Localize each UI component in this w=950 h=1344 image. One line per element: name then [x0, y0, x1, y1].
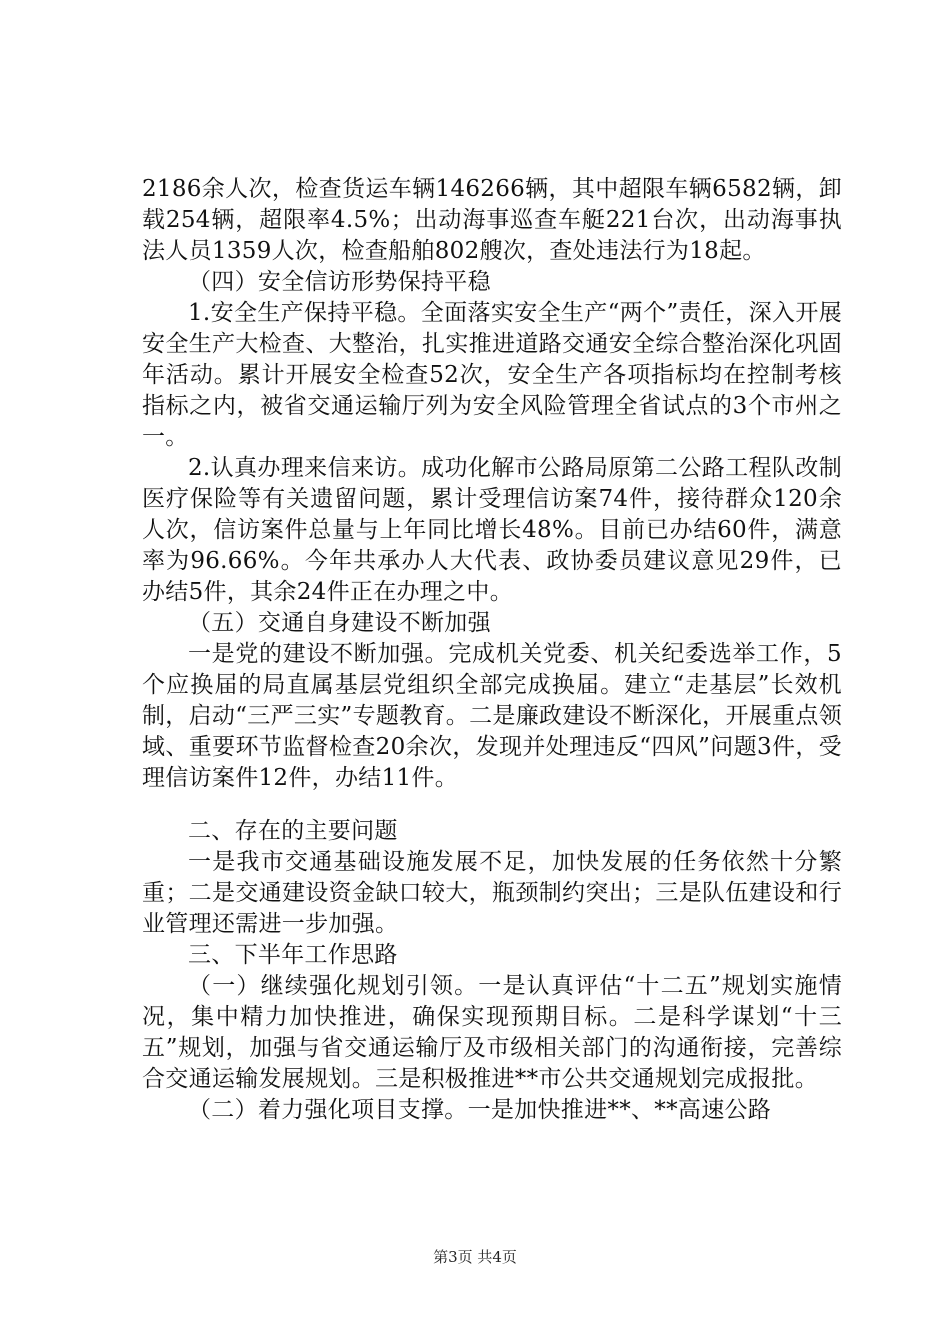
- paragraph-projects: （二）着力强化项目支撑。一是加快推进**、**高速公路: [188, 1097, 772, 1123]
- section-heading-problems: 二、存在的主要问题: [188, 818, 398, 844]
- paragraph-continuation: 2186余人次，检查货运车辆146266辆，其中超限车辆6582辆，卸载254辆，超限率4.5%；出动海事巡查车艇221台次，出动海事执法人员1359人次，检查船舶802艘次，查处违法行为18起。: [142, 176, 842, 264]
- section-heading-next-half: 三、下半年工作思路: [188, 942, 398, 968]
- paragraph-safety-production: 1.安全生产保持平稳。全面落实安全生产“两个”责任，深入开展安全生产大检查、大整治，扎实推进道路交通安全综合整治深化巩固年活动。累计开展安全检查52次，安全生产各项指标均在控制考核指标之内，被省交通运输厅列为安全风险管理全省试点的3个市州之一。: [142, 300, 842, 450]
- paragraph-party-building: 一是党的建设不断加强。完成机关党委、机关纪委选举工作，5个应换届的局直属基层党组织全部完成换届。建立“走基层”长效机制，启动“三严三实”专题教育。二是廉政建设不断深化，开展重点领域、重要环节监督检查20余次，发现并处理违反“四风”问题3件，受理信访案件12件，办结11件。: [142, 641, 842, 791]
- paragraph-planning: （一）继续强化规划引领。一是认真评估“十二五”规划实施情况，集中精力加快推进，确保实现预期目标。二是科学谋划“十三五”规划，加强与省交通运输厅及市级相关部门的沟通衔接，完善综合交通运输发展规划。三是积极推进**市公共交通规划完成报批。: [142, 973, 842, 1092]
- section-heading-five: （五）交通自身建设不断加强: [188, 610, 491, 636]
- section-heading-four: （四）安全信访形势保持平稳: [188, 269, 491, 295]
- page-number-footer: 第3页 共4页: [433, 1248, 517, 1266]
- document-body: [142, 174, 842, 1126]
- paragraph-spacer: [142, 794, 842, 816]
- paragraph-petitions: 2.认真办理来信来访。成功化解市公路局原第二公路工程队改制医疗保险等有关遗留问题，累计受理信访案74件，接待群众120余人次，信访案件总量与上年同比增长48%。目前已办结60件，满意率为96.66%。今年共承办人大代表、政协委员建议意见29件，已办结5件，其余24件正在办理之中。: [142, 455, 842, 605]
- paragraph-problems: 一是我市交通基础设施发展不足，加快发展的任务依然十分繁重；二是交通建设资金缺口较大，瓶颈制约突出；三是队伍建设和行业管理还需进一步加强。: [142, 849, 842, 937]
